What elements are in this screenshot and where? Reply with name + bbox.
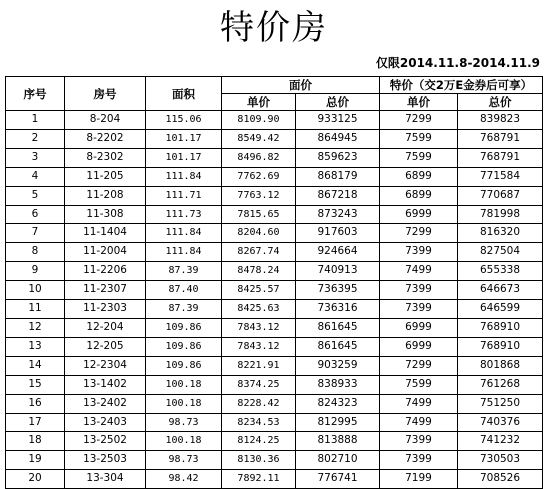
cell-room: 13-2402 bbox=[65, 394, 146, 413]
cell-face-total-price: 867218 bbox=[296, 186, 380, 205]
cell-seq: 3 bbox=[6, 148, 65, 167]
header-special-total-price: 总价 bbox=[458, 94, 543, 111]
cell-seq: 9 bbox=[6, 262, 65, 281]
header-face-price: 面价 bbox=[222, 77, 380, 94]
cell-area: 87.39 bbox=[146, 262, 222, 281]
cell-face-unit-price: 7815.65 bbox=[222, 205, 296, 224]
cell-area: 101.17 bbox=[146, 129, 222, 148]
cell-area: 100.18 bbox=[146, 394, 222, 413]
cell-special-unit-price: 7399 bbox=[380, 300, 458, 319]
header-room: 房号 bbox=[65, 77, 146, 111]
cell-face-total-price: 864945 bbox=[296, 129, 380, 148]
cell-face-total-price: 861645 bbox=[296, 318, 380, 337]
cell-special-total-price: 771584 bbox=[458, 167, 543, 186]
cell-seq: 4 bbox=[6, 167, 65, 186]
cell-face-total-price: 861645 bbox=[296, 337, 380, 356]
cell-special-unit-price: 6999 bbox=[380, 318, 458, 337]
cell-area: 101.17 bbox=[146, 148, 222, 167]
cell-special-unit-price: 7199 bbox=[380, 470, 458, 489]
cell-face-unit-price: 8130.36 bbox=[222, 451, 296, 470]
cell-special-unit-price: 6999 bbox=[380, 205, 458, 224]
header-row bbox=[6, 77, 543, 94]
cell-special-unit-price: 6999 bbox=[380, 337, 458, 356]
cell-area: 109.86 bbox=[146, 337, 222, 356]
cell-seq: 6 bbox=[6, 205, 65, 224]
cell-face-unit-price: 8109.90 bbox=[222, 111, 296, 130]
cell-special-total-price: 751250 bbox=[458, 394, 543, 413]
cell-room: 11-205 bbox=[65, 167, 146, 186]
cell-special-unit-price: 7599 bbox=[380, 148, 458, 167]
header-area: 面积 bbox=[146, 77, 222, 111]
cell-area: 111.84 bbox=[146, 167, 222, 186]
cell-area: 115.06 bbox=[146, 111, 222, 130]
cell-special-total-price: 655338 bbox=[458, 262, 543, 281]
table-row bbox=[6, 413, 543, 432]
table-body bbox=[6, 111, 543, 489]
cell-face-total-price: 740913 bbox=[296, 262, 380, 281]
cell-face-unit-price: 8425.63 bbox=[222, 300, 296, 319]
cell-seq: 14 bbox=[6, 356, 65, 375]
table-row bbox=[6, 186, 543, 205]
header-special-price: 特价（交2万E金券后可享） bbox=[380, 77, 543, 94]
cell-room: 13-2502 bbox=[65, 432, 146, 451]
cell-seq: 7 bbox=[6, 224, 65, 243]
cell-face-unit-price: 8228.42 bbox=[222, 394, 296, 413]
cell-face-total-price: 824323 bbox=[296, 394, 380, 413]
cell-special-unit-price: 6899 bbox=[380, 186, 458, 205]
cell-special-unit-price: 7299 bbox=[380, 356, 458, 375]
cell-room: 12-204 bbox=[65, 318, 146, 337]
cell-area: 111.71 bbox=[146, 186, 222, 205]
cell-seq: 18 bbox=[6, 432, 65, 451]
promotion-period: 仅限2014.11.8-2014.11.9 bbox=[375, 56, 540, 70]
cell-area: 111.84 bbox=[146, 224, 222, 243]
table-row bbox=[6, 451, 543, 470]
cell-face-unit-price: 8496.82 bbox=[222, 148, 296, 167]
cell-special-total-price: 768910 bbox=[458, 318, 543, 337]
cell-special-total-price: 761268 bbox=[458, 375, 543, 394]
cell-room: 12-2304 bbox=[65, 356, 146, 375]
cell-face-unit-price: 8234.53 bbox=[222, 413, 296, 432]
cell-face-total-price: 736395 bbox=[296, 281, 380, 300]
cell-room: 11-2303 bbox=[65, 300, 146, 319]
special-price-table bbox=[5, 76, 543, 489]
cell-face-total-price: 802710 bbox=[296, 451, 380, 470]
table-row bbox=[6, 281, 543, 300]
cell-face-total-price: 933125 bbox=[296, 111, 380, 130]
cell-special-unit-price: 7599 bbox=[380, 375, 458, 394]
cell-room: 11-2307 bbox=[65, 281, 146, 300]
table-row bbox=[6, 470, 543, 489]
table-row bbox=[6, 432, 543, 451]
cell-seq: 17 bbox=[6, 413, 65, 432]
header-face-unit-price: 单价 bbox=[222, 94, 296, 111]
cell-face-unit-price: 8549.42 bbox=[222, 129, 296, 148]
cell-room: 11-308 bbox=[65, 205, 146, 224]
cell-special-total-price: 770687 bbox=[458, 186, 543, 205]
cell-area: 87.40 bbox=[146, 281, 222, 300]
cell-area: 111.73 bbox=[146, 205, 222, 224]
cell-room: 12-205 bbox=[65, 337, 146, 356]
cell-special-unit-price: 7499 bbox=[380, 262, 458, 281]
table-row bbox=[6, 224, 543, 243]
table-row bbox=[6, 167, 543, 186]
cell-seq: 2 bbox=[6, 129, 65, 148]
cell-room: 13-2503 bbox=[65, 451, 146, 470]
cell-room: 13-1402 bbox=[65, 375, 146, 394]
table-row bbox=[6, 300, 543, 319]
cell-face-unit-price: 8221.91 bbox=[222, 356, 296, 375]
cell-special-total-price: 801868 bbox=[458, 356, 543, 375]
cell-special-total-price: 816320 bbox=[458, 224, 543, 243]
header-face-total-price: 总价 bbox=[296, 94, 380, 111]
cell-special-total-price: 839823 bbox=[458, 111, 543, 130]
cell-seq: 16 bbox=[6, 394, 65, 413]
cell-room: 11-208 bbox=[65, 186, 146, 205]
cell-seq: 20 bbox=[6, 470, 65, 489]
table-row bbox=[6, 356, 543, 375]
cell-seq: 13 bbox=[6, 337, 65, 356]
cell-face-total-price: 813888 bbox=[296, 432, 380, 451]
cell-area: 109.86 bbox=[146, 318, 222, 337]
header-special-unit-price: 单价 bbox=[380, 94, 458, 111]
cell-special-unit-price: 7499 bbox=[380, 394, 458, 413]
cell-face-unit-price: 7843.12 bbox=[222, 318, 296, 337]
cell-area: 100.18 bbox=[146, 432, 222, 451]
table-row bbox=[6, 243, 543, 262]
cell-face-total-price: 776741 bbox=[296, 470, 380, 489]
cell-special-total-price: 646673 bbox=[458, 281, 543, 300]
cell-special-unit-price: 7499 bbox=[380, 413, 458, 432]
cell-special-unit-price: 7399 bbox=[380, 281, 458, 300]
cell-special-total-price: 768791 bbox=[458, 148, 543, 167]
table-row bbox=[6, 394, 543, 413]
cell-special-total-price: 741232 bbox=[458, 432, 543, 451]
cell-room: 11-2004 bbox=[65, 243, 146, 262]
cell-face-unit-price: 7763.12 bbox=[222, 186, 296, 205]
cell-face-total-price: 924664 bbox=[296, 243, 380, 262]
cell-special-total-price: 740376 bbox=[458, 413, 543, 432]
table-row bbox=[6, 375, 543, 394]
cell-face-total-price: 736316 bbox=[296, 300, 380, 319]
cell-special-total-price: 768910 bbox=[458, 337, 543, 356]
table-row bbox=[6, 111, 543, 130]
cell-face-total-price: 917603 bbox=[296, 224, 380, 243]
cell-special-total-price: 730503 bbox=[458, 451, 543, 470]
cell-special-total-price: 827504 bbox=[458, 243, 543, 262]
page-title: 特价房 bbox=[220, 8, 328, 48]
cell-room: 8-2202 bbox=[65, 129, 146, 148]
cell-special-unit-price: 7299 bbox=[380, 224, 458, 243]
table-row bbox=[6, 262, 543, 281]
cell-room: 11-1404 bbox=[65, 224, 146, 243]
cell-special-total-price: 781998 bbox=[458, 205, 543, 224]
table-row bbox=[6, 205, 543, 224]
cell-special-unit-price: 7399 bbox=[380, 243, 458, 262]
table-row bbox=[6, 129, 543, 148]
cell-face-total-price: 903259 bbox=[296, 356, 380, 375]
cell-special-unit-price: 7399 bbox=[380, 432, 458, 451]
cell-area: 98.42 bbox=[146, 470, 222, 489]
cell-special-total-price: 708526 bbox=[458, 470, 543, 489]
cell-face-total-price: 873243 bbox=[296, 205, 380, 224]
cell-room: 13-2403 bbox=[65, 413, 146, 432]
cell-face-unit-price: 7843.12 bbox=[222, 337, 296, 356]
cell-face-total-price: 812995 bbox=[296, 413, 380, 432]
cell-face-unit-price: 8124.25 bbox=[222, 432, 296, 451]
cell-area: 111.84 bbox=[146, 243, 222, 262]
table-row bbox=[6, 337, 543, 356]
cell-face-unit-price: 7762.69 bbox=[222, 167, 296, 186]
cell-seq: 10 bbox=[6, 281, 65, 300]
cell-special-unit-price: 7299 bbox=[380, 111, 458, 130]
cell-room: 11-2206 bbox=[65, 262, 146, 281]
cell-special-total-price: 768791 bbox=[458, 129, 543, 148]
cell-face-total-price: 859623 bbox=[296, 148, 380, 167]
cell-room: 13-304 bbox=[65, 470, 146, 489]
cell-special-total-price: 646599 bbox=[458, 300, 543, 319]
header-seq: 序号 bbox=[6, 77, 65, 111]
cell-room: 8-2302 bbox=[65, 148, 146, 167]
cell-special-unit-price: 6899 bbox=[380, 167, 458, 186]
cell-seq: 5 bbox=[6, 186, 65, 205]
cell-seq: 15 bbox=[6, 375, 65, 394]
cell-seq: 11 bbox=[6, 300, 65, 319]
cell-special-unit-price: 7599 bbox=[380, 129, 458, 148]
cell-seq: 8 bbox=[6, 243, 65, 262]
cell-seq: 1 bbox=[6, 111, 65, 130]
cell-face-unit-price: 8267.74 bbox=[222, 243, 296, 262]
cell-area: 100.18 bbox=[146, 375, 222, 394]
table-row bbox=[6, 148, 543, 167]
cell-face-unit-price: 7892.11 bbox=[222, 470, 296, 489]
cell-face-unit-price: 8374.25 bbox=[222, 375, 296, 394]
cell-face-unit-price: 8204.60 bbox=[222, 224, 296, 243]
cell-area: 98.73 bbox=[146, 413, 222, 432]
cell-face-total-price: 868179 bbox=[296, 167, 380, 186]
cell-seq: 19 bbox=[6, 451, 65, 470]
cell-area: 87.39 bbox=[146, 300, 222, 319]
cell-face-unit-price: 8425.57 bbox=[222, 281, 296, 300]
table-row bbox=[6, 318, 543, 337]
cell-special-unit-price: 7399 bbox=[380, 451, 458, 470]
cell-area: 98.73 bbox=[146, 451, 222, 470]
cell-face-unit-price: 8478.24 bbox=[222, 262, 296, 281]
cell-room: 8-204 bbox=[65, 111, 146, 130]
cell-face-total-price: 838933 bbox=[296, 375, 380, 394]
cell-seq: 12 bbox=[6, 318, 65, 337]
cell-area: 109.86 bbox=[146, 356, 222, 375]
